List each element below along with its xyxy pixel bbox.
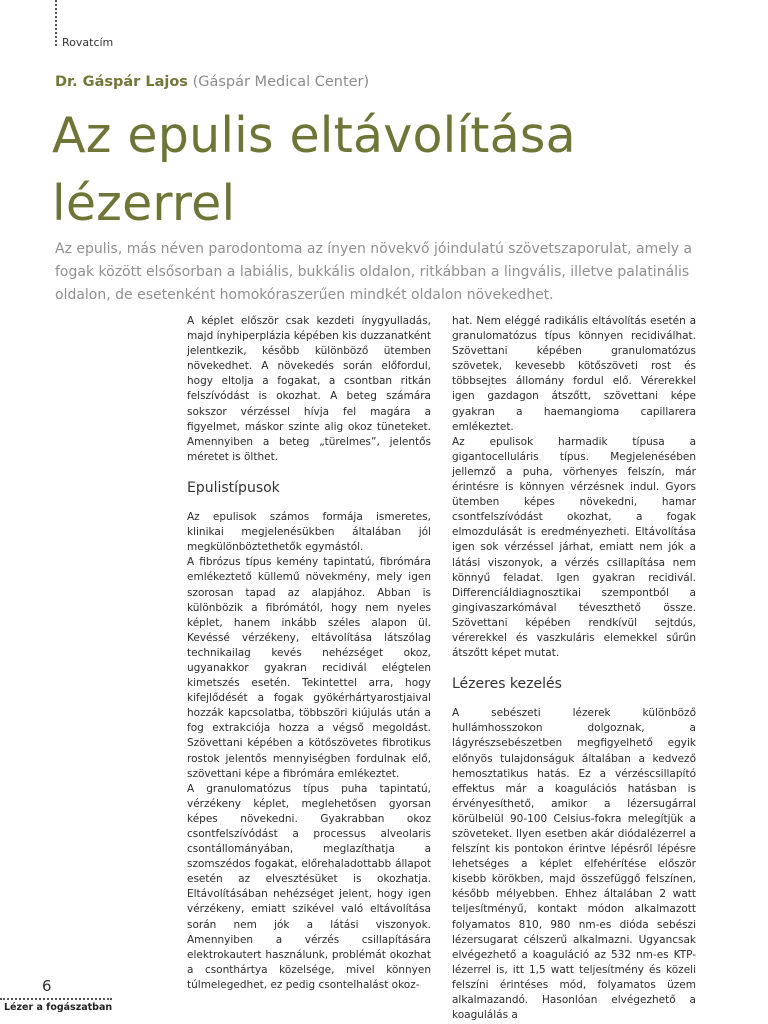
paragraph: Az epulisok harmadik típusa a gigantocelluláris típus. Megjelenésében jellemző a puha, vörhenyes felszín, már érintésre is könnyen vérzésnek indul. Gyors ütemben képes növekedni, hamar csontfelszívódást okozhat, a fogak elmozdulását is eredményezheti. Eltávolítása igen sok vérzéssel járhat, emiatt nem jók a látási viszonyok, a vérzés csillapítása nem könnyű feladat. Igen gyakran recidivál. Differenciáldiagnosztikai szempontból a gingivaszarkómával téveszthető össze. Szövettani képében rendkívül sejtdús, vérerekkel és vaszkuláris elemekkel sűrűn átszőtt képet mutat. — [452, 435, 696, 660]
section-heading-types: Epulistípusok — [187, 479, 280, 496]
paragraph: A képlet először csak kezdeti ínygyulladás, majd ínyhiperplázia képében kis duzzanatként jelentkezik, később különböző ütemben növekedhet. A növekedés során előfordul, hogy eltolja a fogakat, a csontban ritkán felszívódást is okozhat. A beteg számára sokszor vérzéssel hívja fel magára a figyelmet, máskor szinte alig okoz tüneteket. Amennyiben a beteg „türelmes”, jelentős méretet is ölthet. — [187, 315, 431, 463]
byline — [55, 74, 369, 90]
paragraph: hat. Nem eléggé radikális eltávolítás esetén a granulomatózus típus könnyen recidiválhat. Szövettani képében granulomatózus szövetek, kevesebb kötőszöveti rost és többsejtes állomány fordul elő. Vérerekkel igen gazdagon átszőtt, szövettani képe gyakran a haemangioma capillarera emlékeztet. — [452, 315, 696, 433]
paragraph: Az epulisok számos formája ismeretes, klinikai megjelenésükben általában jól megkülönböztethetők egymástól. — [187, 511, 431, 554]
paragraph: A fibrózus típus kemény tapintatú, fibrómára emlékeztető küllemű növekmény, mely igen szorosan tapad az alapjához. Abban is különbözik a fibrómától, hogy nem nyeles képlet, hanem inkább széles alapon ül. Kevéssé vérzékeny, eltávolítása látszólag technikailag kevés nehézséget okoz, ugyanakkor gyakran recidivál elégtelen kimetszés esetén. Tekintettel arra, hogy kifejlődését a fogak gyökérhártyarostjaival hozzák kapcsolatba, többszöri kiújulás után a fog extrakciója hozza a végső megoldást. Szövettani képében a kötőszövetes fibrotikus rostok jelentős mennyiségben fordulnak elő, szövettani képe a fibrómára emlékeztet. — [187, 556, 431, 780]
article-lead: Az epulis, más néven parodontoma az ínyen növekvő jóindulatú szövetszaporulat, amely a fogak között elsősorban a labiális, bukkális oldalon, ritkábban a lingvális, illetve palatinális oldalon, de esetenként homokóraszerűen mindkét oldalon növekedhet. — [55, 241, 693, 303]
text-column-left — [187, 314, 431, 993]
article-title: Az epulis eltávolítása lézerrel — [52, 107, 576, 232]
text-column-right — [452, 314, 696, 1023]
author-affiliation: (Gáspár Medical Center) — [192, 74, 370, 90]
publication-name: Lézer a fogászatban — [4, 1002, 113, 1013]
author-name: Dr. Gáspár Lajos — [55, 74, 188, 90]
section-label: Rovatcím — [62, 36, 114, 49]
paragraph: A granulomatózus típus puha tapintatú, vérzékeny képlet, meglehetősen gyorsan képes növekedni. Gyakrabban okoz csontfelszívódást a processus alveolaris csontállományában, meglazíthatja a szomszédos fogakat, előrehaladottabb állapot esetén az elvesztésüket is okozhatja. Eltávolításában nehézséget jelent, hogy igen vérzékeny, emiatt szikével való eltávolítása során nem jók a látási viszonyok. Amennyiben a vérzés csillapítására elektrokautert használunk, problémát okozhat a csonthártya közelsége, mivel könnyen túlmelegedhet, ez pedig csontelhalást okoz- — [187, 782, 431, 991]
paragraph: A sebészeti lézerek különböző hullámhosszokon dolgoznak, a lágyrészsebészetben megfigyelhető egyik előnyös tulajdonságuk általában a kedvező hemosztatikus hatás. Ez a vérzéscsillapító effektus már a koagulációs hatásban is érvényesíthető, amikor a lézersugárral körülbelül 90-100 Celsius-fokra melegítjük a szöveteket. Ilyen esetben akár diódalézerrel a felszínt kis pontokon érintve lépésről lépésre lehetséges a képlet elfehérítése először kisebb körökben, majd összefüggő felszínen, később mélyebben. Ehhez általában 2 watt teljesítményű, kontakt módon alkalmazott folyamatos 810, 980 nm-es dióda sebészi lézersugarat célszerű alkalmazni. Ugyancsak elvégezhető a koaguláció az 532 nm-es KTP-lézerrel is, itt 1,5 watt teljesítmény és közeli felszíni érintéses mód, folyamatos üzem alkalmazandó. Hasonlóan elvégezhető a koagulálás a — [452, 707, 696, 1022]
footer-dotted-rule — [0, 998, 112, 1000]
header-dotted-rule — [55, 0, 57, 46]
section-heading-laser: Lézeres kezelés — [452, 676, 562, 693]
page-number: 6 — [42, 977, 52, 995]
